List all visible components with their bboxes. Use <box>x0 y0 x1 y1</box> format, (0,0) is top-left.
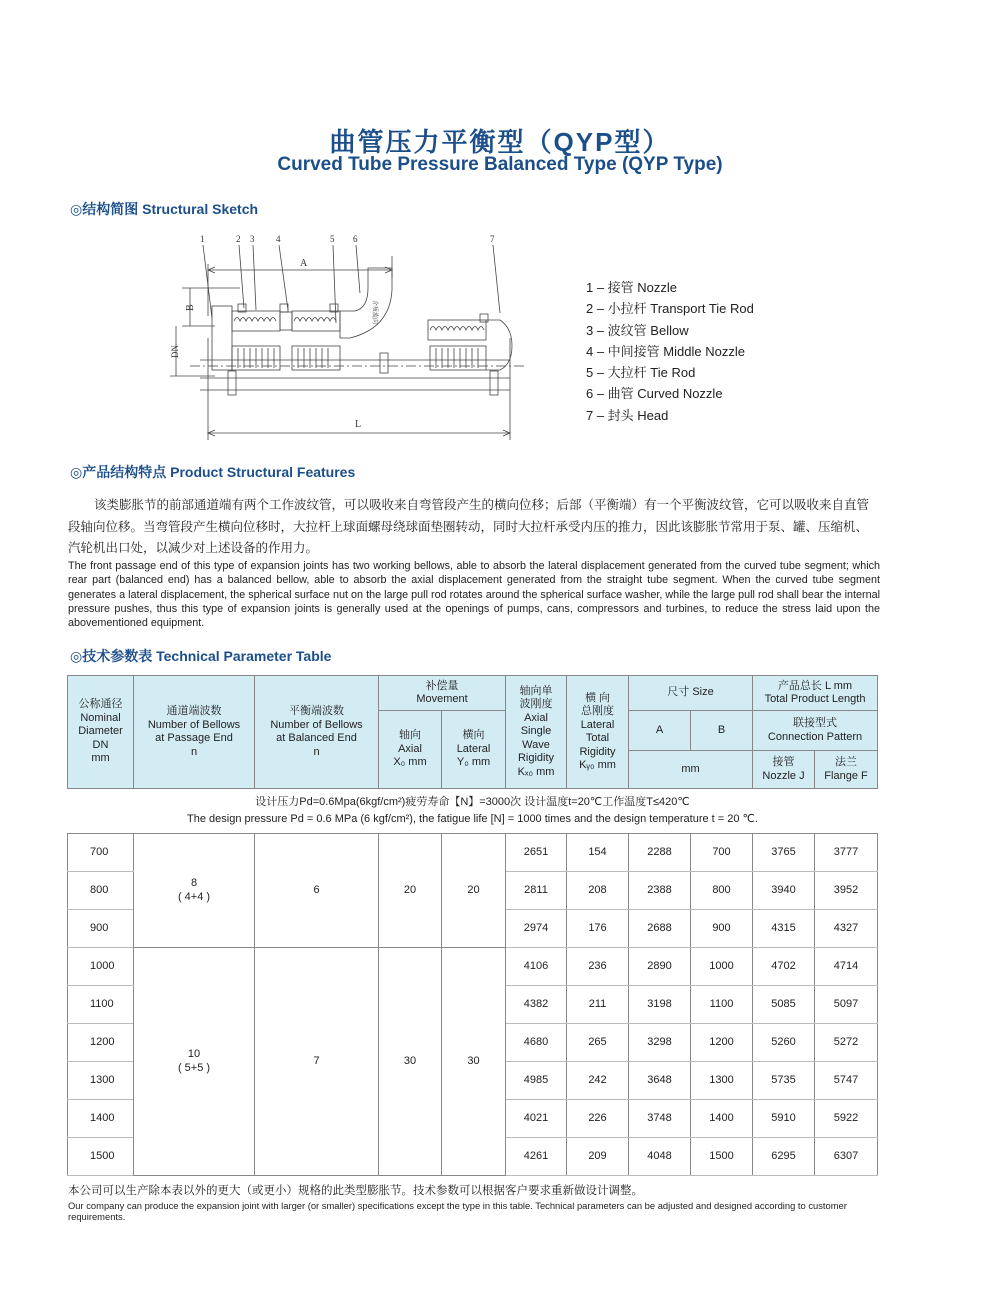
cell-size-a: 3648 <box>629 1062 691 1100</box>
features-text-cn: 该类膨胀节的前部通道端有两个工作波纹管，可以吸收来自弯管段产生的横向位移；后部（平衡端）有一个平衡波纹管，它可以吸收来自直管段轴向位移。当弯管段产生横向位移时，大拉杆上球面螺母绕球面垫圈转动，同时大拉杆承受内压的推力，因此该膨胀节常用于泵、罐、压缩机、汽轮机出口处，以减少对上述设备的作用力。 <box>68 498 870 555</box>
cell-lateral-rigidity: 209 <box>567 1138 629 1176</box>
cell-axial-rigidity: 2651 <box>506 834 567 872</box>
sketch-heading: ◎结构简图 Structural Sketch <box>70 201 259 217</box>
footer-note-en: Our company can produce the expansion joint with larger (or smaller) specifications except the type in this table. Technical parameters can be adjusted and designed according to customer requirements. <box>68 1200 847 1222</box>
legend-item: 2 – 小拉杆 Transport Tie Rod <box>586 301 754 317</box>
table-heading: ◎技术参数表 Technical Parameter Table <box>70 648 332 664</box>
cell-dn: 1300 <box>68 1062 134 1100</box>
header-nozzle: 接管 Nozzle J <box>753 751 815 789</box>
sketch-legend <box>586 277 754 426</box>
legend-item: 7 – 封头 Head <box>586 407 669 423</box>
structural-sketch <box>160 228 540 448</box>
cell-length-flange: 5922 <box>815 1100 878 1138</box>
features-text-en: The front passage end of this type of expansion joints has two working bellows, able to absorb the lateral displacement generated from the curved tube segment; which rear part (balanced end) has a balanced bellow, able to absorb the axial displacement generated from the straight tube segment. When the curved tube segment generates a lateral displacement, the spherical surface nut on the large pull rod rotates around the spherical surface washer, while the large pull rod shall bear the internal pressure pushes, thus this type of expansion joints is generally used at the openings of pumps, cans, compressors and turbines, to reduce the stress laid upon the abovementioned equipment. <box>68 560 880 630</box>
cell-length-flange: 5747 <box>815 1062 878 1100</box>
cell-dn: 1500 <box>68 1138 134 1176</box>
cell-dn: 700 <box>68 834 134 872</box>
cell-length-flange: 5097 <box>815 986 878 1024</box>
cell-length-nozzle: 5910 <box>753 1100 815 1138</box>
cell-axial-rigidity: 4106 <box>506 948 567 986</box>
parameter-table <box>67 675 878 833</box>
cell-lateral-rigidity: 154 <box>567 834 629 872</box>
cell-size-a: 3748 <box>629 1100 691 1138</box>
parameter-table-body <box>67 833 878 1176</box>
header-passage-bellows: 通道端波数 Number of Bellows at Passage End n <box>134 676 255 789</box>
cell-lateral-rigidity: 242 <box>567 1062 629 1100</box>
dim-b-label: B <box>185 304 196 311</box>
header-total-length: 产品总长 L mm Total Product Length <box>753 676 878 711</box>
cell-length-nozzle: 5735 <box>753 1062 815 1100</box>
header-lateral: 横向 Lateral Y₀ mm <box>442 711 506 789</box>
legend-item: 5 – 大拉杆 Tie Rod <box>586 365 696 381</box>
cell-lateral-rigidity: 208 <box>567 872 629 910</box>
cell-lateral-rigidity: 236 <box>567 948 629 986</box>
header-a: A <box>629 711 691 751</box>
legend-item: 1 – 接管 Nozzle <box>586 280 678 295</box>
callout-4: 4 <box>276 234 281 244</box>
cell-balanced-bellows: 6 <box>255 834 379 948</box>
dim-l-label: L <box>355 419 362 430</box>
cell-axial-rigidity: 4261 <box>506 1138 567 1176</box>
cell-size-a: 2388 <box>629 872 691 910</box>
cell-axial-rigidity: 2811 <box>506 872 567 910</box>
dim-a-label: A <box>300 258 308 269</box>
cell-size-b: 800 <box>691 872 753 910</box>
cell-dn: 1200 <box>68 1024 134 1062</box>
cell-length-flange: 5272 <box>815 1024 878 1062</box>
cell-length-nozzle: 3940 <box>753 872 815 910</box>
cell-size-a: 2288 <box>629 834 691 872</box>
header-b: B <box>691 711 753 751</box>
legend-item: 3 – 波纹管 Bellow <box>586 322 689 338</box>
cell-length-nozzle: 4315 <box>753 910 815 948</box>
header-connection-pattern: 联接型式 Connection Pattern <box>753 711 878 751</box>
cell-size-b: 1000 <box>691 948 753 986</box>
cell-size-a: 4048 <box>629 1138 691 1176</box>
cell-length-nozzle: 4702 <box>753 948 815 986</box>
cell-size-a: 2890 <box>629 948 691 986</box>
header-axial: 轴向 Axial X₀ mm <box>379 711 442 789</box>
cell-length-flange: 3952 <box>815 872 878 910</box>
cell-axial-rigidity: 2974 <box>506 910 567 948</box>
cell-size-b: 1500 <box>691 1138 753 1176</box>
cell-size-b: 1400 <box>691 1100 753 1138</box>
cell-dn: 1400 <box>68 1100 134 1138</box>
header-dn: 公称通径 Nominal Diameter DN mm <box>68 676 134 789</box>
cell-lateral-rigidity: 226 <box>567 1100 629 1138</box>
cell-dn: 1000 <box>68 948 134 986</box>
cell-size-b: 900 <box>691 910 753 948</box>
callout-1: 1 <box>200 234 205 244</box>
header-size-unit: mm <box>629 751 753 789</box>
cell-size-a: 2688 <box>629 910 691 948</box>
page-title-en: Curved Tube Pressure Balanced Type (QYP Type) <box>277 154 723 175</box>
cell-dn: 800 <box>68 872 134 910</box>
cell-passage-bellows: 8 ( 4+4 ) <box>134 834 255 948</box>
table-row <box>68 834 878 872</box>
cell-size-b: 1200 <box>691 1024 753 1062</box>
cell-axial-rigidity: 4382 <box>506 986 567 1024</box>
header-lateral-rigidity: 横 向 总刚度 Lateral Total Rigidity Kᵧ₀ mm <box>567 676 629 789</box>
cell-dn: 1100 <box>68 986 134 1024</box>
footer-note-cn: 本公司可以生产除本表以外的更大（或更小）规格的此类型膨胀节。技术参数可以根据客户要求重新做设计调整。 <box>68 1185 643 1197</box>
cell-length-flange: 4714 <box>815 948 878 986</box>
cell-size-a: 3298 <box>629 1024 691 1062</box>
cell-lateral-movement: 20 <box>442 834 506 948</box>
cell-length-nozzle: 5085 <box>753 986 815 1024</box>
cell-length-flange: 4327 <box>815 910 878 948</box>
features-heading: ◎产品结构特点 Product Structural Features <box>70 464 356 480</box>
design-note: 设计压力Pd=0.6Mpa(6kgf/cm²)疲劳寿命【N】=3000次 设计温度t=20℃工作温度T≤420℃ The design pressure Pd = 0.6 MPa (6 kgf/cm²), the fatigue life [N] = 1000 times and the design temperature t = 20 ℃. <box>187 795 758 825</box>
header-balanced-bellows: 平衡端波数 Number of Bellows at Balanced End n <box>255 676 379 789</box>
page-title-cn: 曲管压力平衡型（QYP型） <box>329 127 671 157</box>
cell-axial-rigidity: 4985 <box>506 1062 567 1100</box>
cell-length-nozzle: 6295 <box>753 1138 815 1176</box>
cell-balanced-bellows: 7 <box>255 948 379 1176</box>
cell-lateral-rigidity: 176 <box>567 910 629 948</box>
callout-6: 6 <box>353 234 358 244</box>
cell-length-nozzle: 5260 <box>753 1024 815 1062</box>
cell-length-nozzle: 3765 <box>753 834 815 872</box>
table-row <box>68 948 878 986</box>
callout-5: 5 <box>330 234 335 244</box>
cell-lateral-movement: 30 <box>442 948 506 1176</box>
legend-item: 6 – 曲管 Curved Nozzle <box>586 386 723 402</box>
cell-axial-movement: 20 <box>379 834 442 948</box>
flow-direction-label: 介质流向 <box>371 300 378 325</box>
cell-dn: 900 <box>68 910 134 948</box>
cell-size-b: 1300 <box>691 1062 753 1100</box>
cell-size-b: 1100 <box>691 986 753 1024</box>
header-flange: 法兰 Flange F <box>815 751 878 789</box>
callout-7: 7 <box>490 234 495 244</box>
cell-size-b: 700 <box>691 834 753 872</box>
dim-dn-label: DN <box>170 345 180 358</box>
cell-axial-rigidity: 4680 <box>506 1024 567 1062</box>
callout-2: 2 <box>236 234 241 244</box>
cell-size-a: 3198 <box>629 986 691 1024</box>
cell-axial-movement: 30 <box>379 948 442 1176</box>
cell-length-flange: 6307 <box>815 1138 878 1176</box>
header-movement: 补偿量 Movement <box>379 676 506 711</box>
cell-axial-rigidity: 4021 <box>506 1100 567 1138</box>
cell-lateral-rigidity: 211 <box>567 986 629 1024</box>
cell-passage-bellows: 10 ( 5+5 ) <box>134 948 255 1176</box>
header-size: 尺寸 Size <box>629 676 753 711</box>
callout-3: 3 <box>250 234 255 244</box>
legend-item: 4 – 中间接管 Middle Nozzle <box>586 343 745 359</box>
header-axial-rigidity: 轴向单 波刚度 Axial Single Wave Rigidity Kₓ₀ mm <box>506 676 567 789</box>
cell-lateral-rigidity: 265 <box>567 1024 629 1062</box>
cell-length-flange: 3777 <box>815 834 878 872</box>
